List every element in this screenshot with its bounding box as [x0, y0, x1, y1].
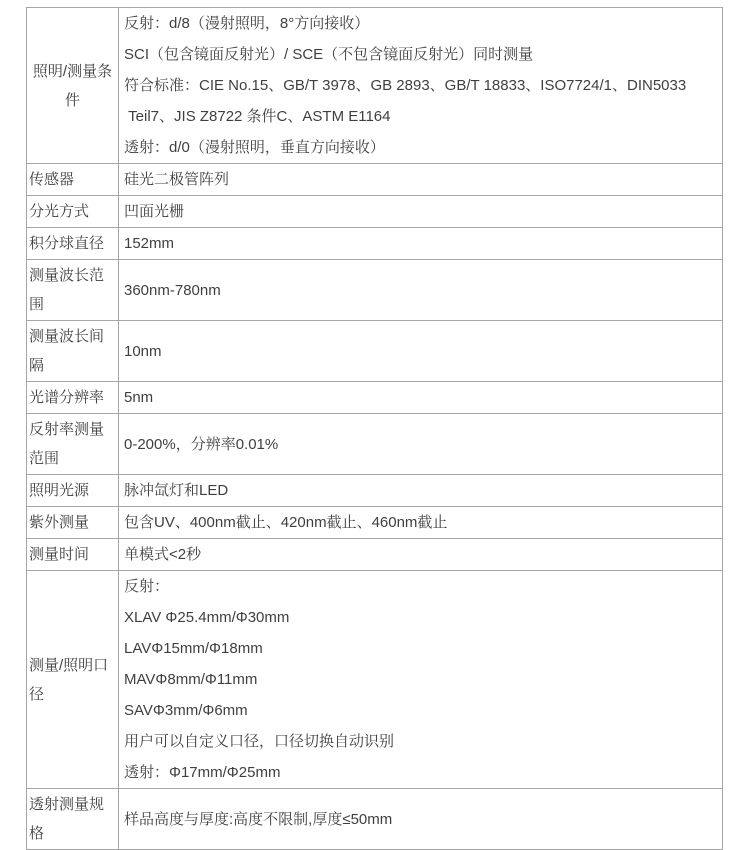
table-row — [27, 571, 723, 789]
spec-value — [119, 321, 723, 382]
spec-value — [119, 571, 723, 789]
spec-label: 光谱分辨率 — [27, 382, 119, 414]
spec-value-line: 反射： — [124, 578, 170, 595]
spec-label: 透射测量规格 — [27, 789, 119, 850]
spec-value-line: XLAV Φ25.4mm/Φ30mm — [124, 609, 290, 626]
table-row — [27, 228, 723, 260]
spec-label: 分光方式 — [27, 196, 119, 228]
table-row — [27, 164, 723, 196]
spec-label: 紫外测量 — [27, 507, 119, 539]
table-row — [27, 539, 723, 571]
table-row — [27, 321, 723, 382]
spec-value — [119, 196, 723, 228]
spec-value-line: LAVΦ15mm/Φ18mm — [124, 640, 263, 657]
spec-label: 测量/照明口径 — [27, 571, 119, 789]
table-row — [27, 260, 723, 321]
spec-value-line: 包含UV、400nm截止、420nm截止、460nm截止 — [124, 514, 448, 531]
spec-value-line: 10nm — [124, 342, 162, 360]
spec-value-line: 凹面光栅 — [124, 203, 185, 220]
spec-value-line: 样品高度与厚度:高度不限制,厚度≤50mm — [124, 810, 393, 828]
spec-table-body — [27, 8, 723, 850]
spec-label: 照明/测量条件 — [27, 8, 119, 164]
spec-value-line: 0-200%，分辨率0.01% — [124, 435, 279, 453]
spec-value-line: Teil7、JIS Z8722 条件C、ASTM E1164 — [124, 108, 391, 125]
spec-value-line: 硅光二极管阵列 — [124, 171, 230, 188]
spec-label: 测量时间 — [27, 539, 119, 571]
spec-value-line: 透射：d/0（漫射照明，垂直方向接收） — [124, 139, 385, 156]
table-row — [27, 8, 723, 164]
table-row — [27, 414, 723, 475]
spec-value-line: 反射：d/8（漫射照明，8°方向接收） — [124, 15, 370, 32]
spec-value — [119, 260, 723, 321]
table-row — [27, 475, 723, 507]
spec-value-line: SCI（包含镜面反射光）/ SCE（不包含镜面反射光）同时测量 — [124, 46, 534, 63]
spec-value-line: SAVΦ3mm/Φ6mm — [124, 702, 248, 719]
spec-label: 测量波长间隔 — [27, 321, 119, 382]
table-row — [27, 382, 723, 414]
table-row — [27, 789, 723, 850]
spec-value-line: 透射：Φ17mm/Φ25mm — [124, 764, 281, 781]
spec-value — [119, 507, 723, 539]
spec-table — [26, 7, 723, 850]
spec-value — [119, 789, 723, 850]
spec-value-line: 单模式<2秒 — [124, 546, 202, 563]
spec-value — [119, 164, 723, 196]
spec-value — [119, 228, 723, 260]
table-row — [27, 507, 723, 539]
spec-value — [119, 475, 723, 507]
table-row — [27, 196, 723, 228]
spec-label: 传感器 — [27, 164, 119, 196]
spec-value — [119, 414, 723, 475]
spec-value-line: MAVΦ8mm/Φ11mm — [124, 671, 258, 688]
spec-value-line: 5nm — [124, 389, 154, 406]
spec-value-line: 用户可以自定义口径，口径切换自动识别 — [124, 733, 395, 750]
spec-value-line: 脉冲氙灯和LED — [124, 482, 229, 499]
spec-value — [119, 382, 723, 414]
spec-value-line: 152mm — [124, 235, 175, 252]
spec-value-line: 360nm-780nm — [124, 281, 221, 299]
spec-label: 照明光源 — [27, 475, 119, 507]
spec-label: 反射率测量范围 — [27, 414, 119, 475]
spec-value — [119, 539, 723, 571]
spec-value-line: 符合标准：CIE No.15、GB/T 3978、GB 2893、GB/T 18833、ISO7724/1、DIN5033 — [124, 77, 687, 94]
spec-label: 积分球直径 — [27, 228, 119, 260]
spec-label: 测量波长范围 — [27, 260, 119, 321]
spec-value — [119, 8, 723, 164]
